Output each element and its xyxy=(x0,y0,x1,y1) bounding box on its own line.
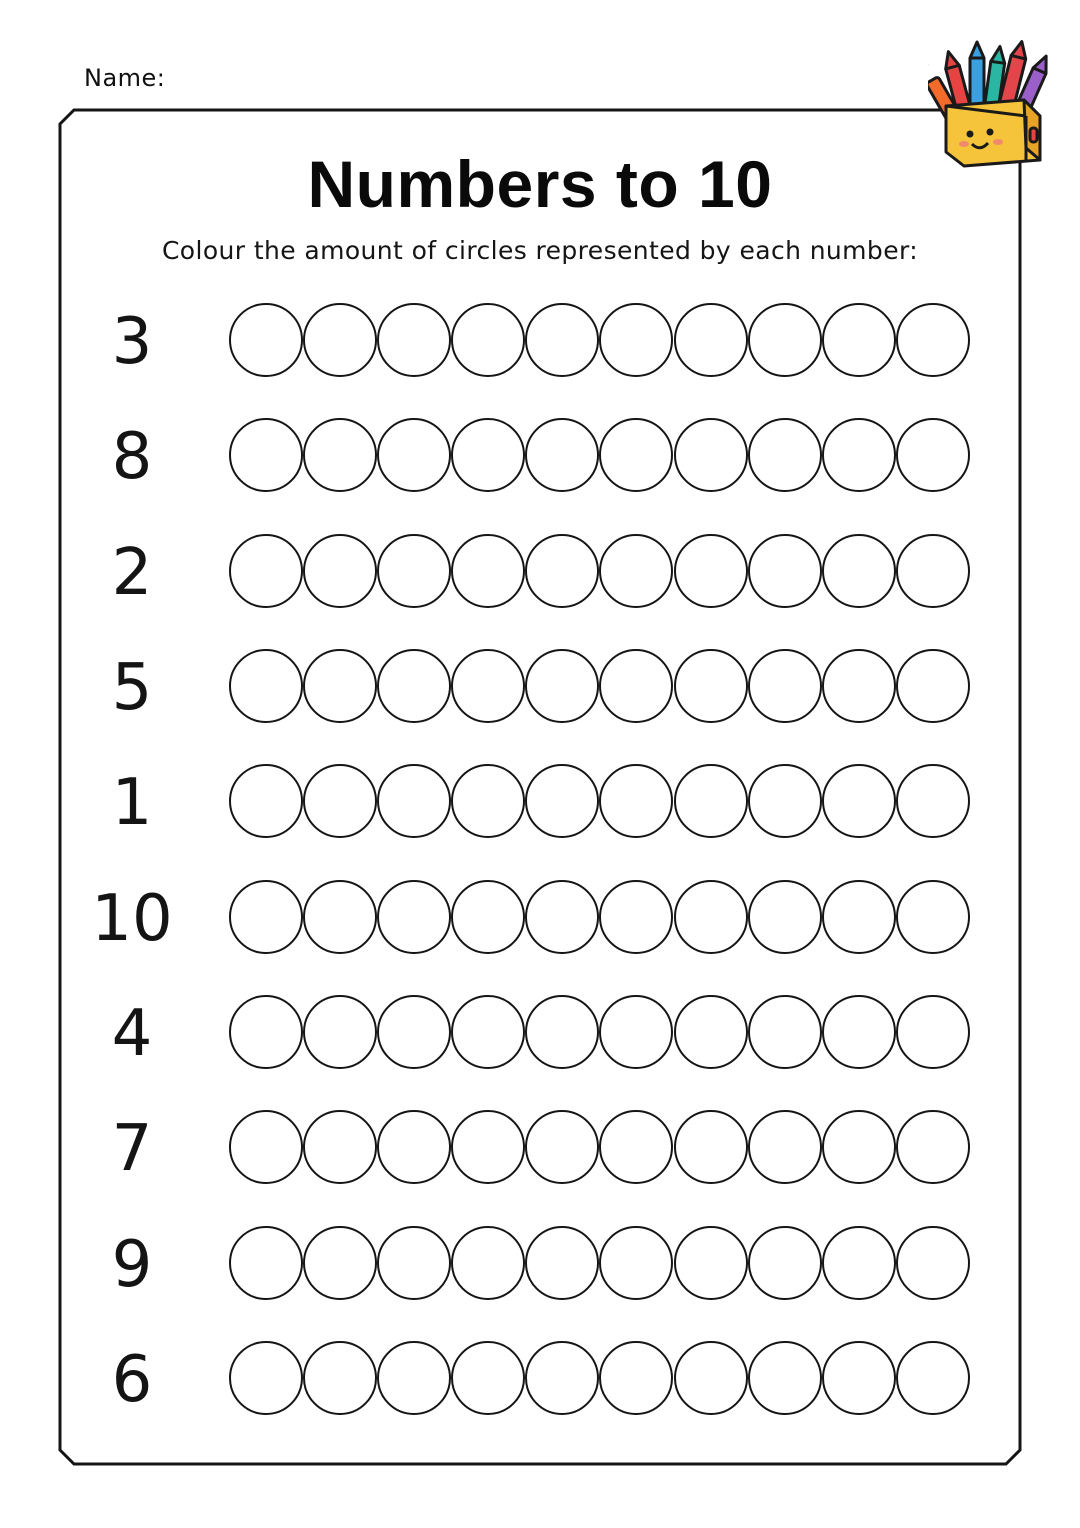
circle[interactable] xyxy=(377,534,451,608)
circle[interactable] xyxy=(896,418,970,492)
circle[interactable] xyxy=(303,764,377,838)
circle[interactable] xyxy=(599,764,673,838)
circle-group xyxy=(229,880,970,958)
circle[interactable] xyxy=(451,418,525,492)
circle[interactable] xyxy=(822,995,896,1069)
circle[interactable] xyxy=(229,1226,303,1300)
circle[interactable] xyxy=(303,1341,377,1415)
circle[interactable] xyxy=(896,764,970,838)
circle[interactable] xyxy=(303,1110,377,1184)
circle[interactable] xyxy=(377,880,451,954)
circle[interactable] xyxy=(303,880,377,954)
circle[interactable] xyxy=(229,649,303,723)
circle[interactable] xyxy=(303,995,377,1069)
circle[interactable] xyxy=(451,995,525,1069)
number-row xyxy=(0,1341,1080,1419)
circle[interactable] xyxy=(377,1226,451,1300)
row-number: 5 xyxy=(111,651,153,725)
circle[interactable] xyxy=(525,303,599,377)
circle[interactable] xyxy=(822,534,896,608)
circle[interactable] xyxy=(822,649,896,723)
circle[interactable] xyxy=(822,1226,896,1300)
circle[interactable] xyxy=(896,1341,970,1415)
circle[interactable] xyxy=(599,418,673,492)
circle[interactable] xyxy=(748,1226,822,1300)
circle[interactable] xyxy=(674,534,748,608)
circle[interactable] xyxy=(377,995,451,1069)
circle-group xyxy=(229,418,970,496)
circle[interactable] xyxy=(896,303,970,377)
circle[interactable] xyxy=(303,303,377,377)
circle[interactable] xyxy=(377,649,451,723)
circle[interactable] xyxy=(896,880,970,954)
instruction-text: Colour the amount of circles represented by each number: xyxy=(161,236,919,265)
circle[interactable] xyxy=(748,649,822,723)
circle-group xyxy=(229,534,970,612)
circle[interactable] xyxy=(229,1110,303,1184)
circle[interactable] xyxy=(748,764,822,838)
circle[interactable] xyxy=(229,303,303,377)
circle[interactable] xyxy=(451,1110,525,1184)
circle[interactable] xyxy=(748,1341,822,1415)
circle[interactable] xyxy=(525,534,599,608)
circle[interactable] xyxy=(377,303,451,377)
circle[interactable] xyxy=(229,880,303,954)
circle[interactable] xyxy=(599,1226,673,1300)
circle[interactable] xyxy=(229,418,303,492)
circle[interactable] xyxy=(822,303,896,377)
number-row xyxy=(0,880,1080,958)
circle[interactable] xyxy=(451,649,525,723)
circle[interactable] xyxy=(896,534,970,608)
circle[interactable] xyxy=(674,1110,748,1184)
circle-group xyxy=(229,995,970,1073)
number-row xyxy=(0,1110,1080,1188)
number-row xyxy=(0,418,1080,496)
circle-group xyxy=(229,303,970,381)
row-number: 2 xyxy=(111,536,153,610)
circle-group xyxy=(229,1226,970,1304)
circle[interactable] xyxy=(525,880,599,954)
circle[interactable] xyxy=(303,534,377,608)
row-number: 9 xyxy=(111,1228,153,1302)
circle[interactable] xyxy=(451,1341,525,1415)
number-row xyxy=(0,764,1080,842)
circle[interactable] xyxy=(525,995,599,1069)
circle[interactable] xyxy=(229,1341,303,1415)
circle[interactable] xyxy=(599,303,673,377)
circle[interactable] xyxy=(748,418,822,492)
number-row xyxy=(0,1226,1080,1304)
circle[interactable] xyxy=(525,1341,599,1415)
row-number: 8 xyxy=(111,420,153,494)
circle[interactable] xyxy=(525,764,599,838)
row-number: 4 xyxy=(111,997,153,1071)
circle[interactable] xyxy=(229,534,303,608)
circle[interactable] xyxy=(599,649,673,723)
circle[interactable] xyxy=(599,880,673,954)
circle-group xyxy=(229,649,970,727)
circle[interactable] xyxy=(748,303,822,377)
circle[interactable] xyxy=(599,534,673,608)
circle[interactable] xyxy=(229,995,303,1069)
circle[interactable] xyxy=(451,1226,525,1300)
circle[interactable] xyxy=(748,534,822,608)
circle-group xyxy=(229,1341,970,1419)
circle[interactable] xyxy=(896,1110,970,1184)
circle[interactable] xyxy=(303,418,377,492)
circle[interactable] xyxy=(525,1226,599,1300)
circle[interactable] xyxy=(748,995,822,1069)
circle-group xyxy=(229,764,970,842)
circle[interactable] xyxy=(377,1341,451,1415)
circle[interactable] xyxy=(303,1226,377,1300)
circle[interactable] xyxy=(822,764,896,838)
circle[interactable] xyxy=(525,418,599,492)
circle[interactable] xyxy=(748,880,822,954)
number-row xyxy=(0,649,1080,727)
circle[interactable] xyxy=(525,649,599,723)
row-number: 1 xyxy=(111,766,153,840)
circle[interactable] xyxy=(451,880,525,954)
circle[interactable] xyxy=(303,649,377,723)
row-number: 7 xyxy=(111,1112,153,1186)
circle[interactable] xyxy=(674,880,748,954)
circle[interactable] xyxy=(599,1341,673,1415)
circle[interactable] xyxy=(377,418,451,492)
circle[interactable] xyxy=(748,1110,822,1184)
circle[interactable] xyxy=(896,1226,970,1300)
circle[interactable] xyxy=(377,764,451,838)
circle[interactable] xyxy=(599,1110,673,1184)
circle[interactable] xyxy=(525,1110,599,1184)
circle[interactable] xyxy=(822,1110,896,1184)
circle-group xyxy=(229,1110,970,1188)
circle[interactable] xyxy=(822,418,896,492)
row-number: 6 xyxy=(111,1343,153,1417)
circle[interactable] xyxy=(674,764,748,838)
number-row xyxy=(0,534,1080,612)
circle[interactable] xyxy=(674,649,748,723)
name-label: Name: xyxy=(84,64,166,92)
circle[interactable] xyxy=(451,764,525,838)
number-row xyxy=(0,303,1080,381)
circle[interactable] xyxy=(674,1226,748,1300)
circle[interactable] xyxy=(674,995,748,1069)
page-title: Numbers to 10 xyxy=(307,147,773,221)
number-row xyxy=(0,995,1080,1073)
circle[interactable] xyxy=(674,1341,748,1415)
circle[interactable] xyxy=(896,995,970,1069)
circle[interactable] xyxy=(229,764,303,838)
circle[interactable] xyxy=(674,418,748,492)
row-number: 3 xyxy=(111,305,153,379)
circle[interactable] xyxy=(451,534,525,608)
circle[interactable] xyxy=(451,303,525,377)
circle[interactable] xyxy=(674,303,748,377)
circle[interactable] xyxy=(377,1110,451,1184)
circle[interactable] xyxy=(599,995,673,1069)
circle[interactable] xyxy=(896,649,970,723)
circle[interactable] xyxy=(822,880,896,954)
circle[interactable] xyxy=(822,1341,896,1415)
row-number: 10 xyxy=(91,882,173,956)
